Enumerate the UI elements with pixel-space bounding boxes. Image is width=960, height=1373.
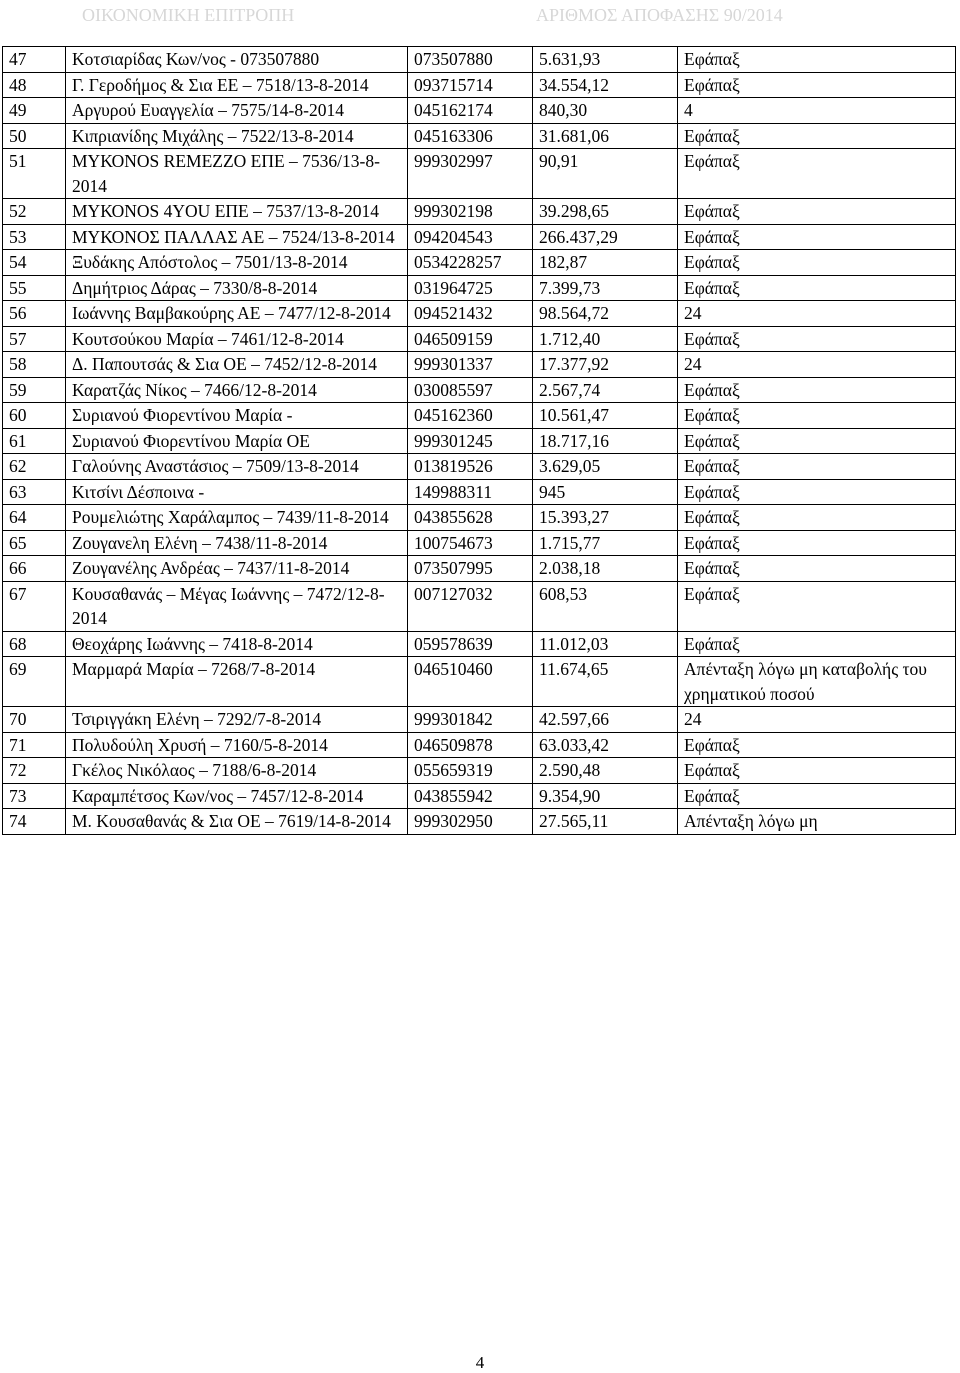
table-row: [3, 199, 956, 225]
tax-id-cell: 045162174: [408, 98, 533, 124]
debtor-name-cell: ΜΥΚΟΝΟΣ ΠΑΛΛΑΣ ΑΕ – 7524/13-8-2014: [66, 224, 408, 250]
debtor-name-cell: Τσιριγγάκη Ελένη – 7292/7-8-2014: [66, 707, 408, 733]
debtor-name-cell: Δ. Παπουτσάς & Σια ΟΕ – 7452/12-8-2014: [66, 352, 408, 378]
installments-cell: Απένταξη λόγω μη: [678, 809, 956, 835]
amount-cell: 11.674,65: [533, 657, 678, 707]
installments-cell: Εφάπαξ: [678, 581, 956, 631]
row-number-cell: 65: [3, 530, 66, 556]
installments-cell: Εφάπαξ: [678, 783, 956, 809]
amount-cell: 63.033,42: [533, 732, 678, 758]
row-number-cell: 67: [3, 581, 66, 631]
debtor-name-cell: Ρουμελιώτης Χαράλαμπος – 7439/11-8-2014: [66, 505, 408, 531]
row-number-cell: 72: [3, 758, 66, 784]
debtor-name-cell: Κιπριανίδης Μιχάλης – 7522/13-8-2014: [66, 123, 408, 149]
debtor-name-cell: Γαλούνης Αναστάσιος – 7509/13-8-2014: [66, 454, 408, 480]
row-number-cell: 48: [3, 72, 66, 98]
debtor-name-cell: Καρατζάς Νίκος – 7466/12-8-2014: [66, 377, 408, 403]
debtor-name-cell: Κοτσιαρίδας Κων/νος - 073507880: [66, 47, 408, 73]
row-number-cell: 58: [3, 352, 66, 378]
table-row: [3, 479, 956, 505]
row-number-cell: 55: [3, 275, 66, 301]
installments-cell: 4: [678, 98, 956, 124]
installments-cell: Εφάπαξ: [678, 224, 956, 250]
tax-id-cell: 031964725: [408, 275, 533, 301]
table-row: [3, 123, 956, 149]
table-row: [3, 301, 956, 327]
installments-cell: Εφάπαξ: [678, 47, 956, 73]
debtor-name-cell: ΜΥΚΟΝΟS REMEZZO ΕΠΕ – 7536/13-8-2014: [66, 149, 408, 199]
installments-cell: Εφάπαξ: [678, 149, 956, 199]
debtor-name-cell: Δημήτριος Δάρας – 7330/8-8-2014: [66, 275, 408, 301]
installments-cell: Εφάπαξ: [678, 732, 956, 758]
installments-cell: Απένταξη λόγω μη καταβολής του χρηματικού ποσού: [678, 657, 956, 707]
tax-id-cell: 999301337: [408, 352, 533, 378]
table-row: [3, 47, 956, 73]
committee-title: ΟΙΚΟΝΟΜΙΚΗ ΕΠΙΤΡΟΠΗ: [82, 5, 295, 25]
debtor-name-cell: Αργυρού Ευαγγελία – 7575/14-8-2014: [66, 98, 408, 124]
installments-cell: 24: [678, 707, 956, 733]
debtor-name-cell: Καραμπέτσος Κων/νος – 7457/12-8-2014: [66, 783, 408, 809]
table-row: [3, 377, 956, 403]
installments-cell: Εφάπαξ: [678, 530, 956, 556]
amount-cell: 18.717,16: [533, 428, 678, 454]
debt-settlement-table: [2, 46, 956, 835]
table-row: [3, 631, 956, 657]
amount-cell: 42.597,66: [533, 707, 678, 733]
decision-number: ΑΡΙΘΜΟΣ ΑΠΟΦΑΣΗΣ 90/2014: [536, 5, 783, 25]
table-row: [3, 809, 956, 835]
installments-cell: Εφάπαξ: [678, 326, 956, 352]
installments-cell: Εφάπαξ: [678, 428, 956, 454]
amount-cell: 90,91: [533, 149, 678, 199]
table-row: [3, 732, 956, 758]
amount-cell: 2.038,18: [533, 556, 678, 582]
table-body: [3, 47, 956, 835]
amount-cell: 5.631,93: [533, 47, 678, 73]
amount-cell: 266.437,29: [533, 224, 678, 250]
debtor-name-cell: Γ. Γεροδήμος & Σια ΕΕ – 7518/13-8-2014: [66, 72, 408, 98]
debtor-name-cell: Μαρμαρά Μαρία – 7268/7-8-2014: [66, 657, 408, 707]
tax-id-cell: 999302198: [408, 199, 533, 225]
debtor-name-cell: Πολυδούλη Χρυσή – 7160/5-8-2014: [66, 732, 408, 758]
debtor-name-cell: Κιτσίνι Δέσποινα -: [66, 479, 408, 505]
debtor-name-cell: Ζουγανέλης Ανδρέας – 7437/11-8-2014: [66, 556, 408, 582]
row-number-cell: 73: [3, 783, 66, 809]
row-number-cell: 64: [3, 505, 66, 531]
row-number-cell: 56: [3, 301, 66, 327]
row-number-cell: 63: [3, 479, 66, 505]
installments-cell: Εφάπαξ: [678, 199, 956, 225]
table-row: [3, 428, 956, 454]
amount-cell: 1.712,40: [533, 326, 678, 352]
table-row: [3, 224, 956, 250]
installments-cell: 24: [678, 352, 956, 378]
row-number-cell: 52: [3, 199, 66, 225]
debtor-name-cell: Θεοχάρης Ιωάννης – 7418-8-2014: [66, 631, 408, 657]
debtor-name-cell: Γκέλος Νικόλαος – 7188/6-8-2014: [66, 758, 408, 784]
row-number-cell: 51: [3, 149, 66, 199]
debtor-name-cell: Συριανού Φιορεντίνου Μαρία ΟΕ: [66, 428, 408, 454]
tax-id-cell: 030085597: [408, 377, 533, 403]
amount-cell: 2.590,48: [533, 758, 678, 784]
table-row: [3, 352, 956, 378]
table-row: [3, 707, 956, 733]
installments-cell: Εφάπαξ: [678, 556, 956, 582]
table-row: [3, 98, 956, 124]
row-number-cell: 54: [3, 250, 66, 276]
amount-cell: 31.681,06: [533, 123, 678, 149]
amount-cell: 98.564,72: [533, 301, 678, 327]
table-row: [3, 556, 956, 582]
installments-cell: Εφάπαξ: [678, 72, 956, 98]
installments-cell: Εφάπαξ: [678, 479, 956, 505]
amount-cell: 2.567,74: [533, 377, 678, 403]
row-number-cell: 49: [3, 98, 66, 124]
tax-id-cell: 046510460: [408, 657, 533, 707]
tax-id-cell: 055659319: [408, 758, 533, 784]
installments-cell: Εφάπαξ: [678, 758, 956, 784]
row-number-cell: 59: [3, 377, 66, 403]
tax-id-cell: 007127032: [408, 581, 533, 631]
table-row: [3, 275, 956, 301]
table-row: [3, 758, 956, 784]
tax-id-cell: 043855628: [408, 505, 533, 531]
table-row: [3, 657, 956, 707]
amount-cell: 1.715,77: [533, 530, 678, 556]
tax-id-cell: 093715714: [408, 72, 533, 98]
row-number-cell: 74: [3, 809, 66, 835]
tax-id-cell: 043855942: [408, 783, 533, 809]
debtor-name-cell: ΜΥΚΟΝΟS 4YOU ΕΠΕ – 7537/13-8-2014: [66, 199, 408, 225]
page-number: 4: [475, 1353, 485, 1372]
tax-id-cell: 046509878: [408, 732, 533, 758]
tax-id-cell: 999302950: [408, 809, 533, 835]
tax-id-cell: 100754673: [408, 530, 533, 556]
row-number-cell: 61: [3, 428, 66, 454]
row-number-cell: 57: [3, 326, 66, 352]
tax-id-cell: 999301842: [408, 707, 533, 733]
row-number-cell: 69: [3, 657, 66, 707]
debtor-name-cell: Ζουγανελη Ελένη – 7438/11-8-2014: [66, 530, 408, 556]
installments-cell: 24: [678, 301, 956, 327]
table-row: [3, 505, 956, 531]
amount-cell: 27.565,11: [533, 809, 678, 835]
tax-id-cell: 046509159: [408, 326, 533, 352]
installments-cell: Εφάπαξ: [678, 631, 956, 657]
table-row: [3, 783, 956, 809]
amount-cell: 7.399,73: [533, 275, 678, 301]
row-number-cell: 50: [3, 123, 66, 149]
row-number-cell: 70: [3, 707, 66, 733]
installments-cell: Εφάπαξ: [678, 123, 956, 149]
installments-cell: Εφάπαξ: [678, 454, 956, 480]
tax-id-cell: 999301245: [408, 428, 533, 454]
amount-cell: 17.377,92: [533, 352, 678, 378]
tax-id-cell: 149988311: [408, 479, 533, 505]
table-row: [3, 454, 956, 480]
table-row: [3, 403, 956, 429]
amount-cell: 182,87: [533, 250, 678, 276]
debtor-name-cell: Κουσαθανάς – Μέγας Ιωάννης – 7472/12-8-2014: [66, 581, 408, 631]
installments-cell: Εφάπαξ: [678, 377, 956, 403]
amount-cell: 11.012,03: [533, 631, 678, 657]
amount-cell: 10.561,47: [533, 403, 678, 429]
amount-cell: 34.554,12: [533, 72, 678, 98]
row-number-cell: 68: [3, 631, 66, 657]
tax-id-cell: 073507995: [408, 556, 533, 582]
installments-cell: Εφάπαξ: [678, 505, 956, 531]
amount-cell: 3.629,05: [533, 454, 678, 480]
debtor-name-cell: Συριανού Φιορεντίνου Μαρία -: [66, 403, 408, 429]
tax-id-cell: 045162360: [408, 403, 533, 429]
table-row: [3, 72, 956, 98]
table-row: [3, 530, 956, 556]
amount-cell: 608,53: [533, 581, 678, 631]
debtor-name-cell: Ιωάννης Βαμβακούρης ΑΕ – 7477/12-8-2014: [66, 301, 408, 327]
amount-cell: 945: [533, 479, 678, 505]
tax-id-cell: 999302997: [408, 149, 533, 199]
amount-cell: 9.354,90: [533, 783, 678, 809]
debtor-name-cell: Ξυδάκης Απόστολος – 7501/13-8-2014: [66, 250, 408, 276]
table-row: [3, 149, 956, 199]
table-row: [3, 581, 956, 631]
debtor-name-cell: Κουτσούκου Μαρία – 7461/12-8-2014: [66, 326, 408, 352]
amount-cell: 39.298,65: [533, 199, 678, 225]
table-row: [3, 250, 956, 276]
installments-cell: Εφάπαξ: [678, 250, 956, 276]
amount-cell: 15.393,27: [533, 505, 678, 531]
installments-cell: Εφάπαξ: [678, 275, 956, 301]
installments-cell: Εφάπαξ: [678, 403, 956, 429]
tax-id-cell: 0534228257: [408, 250, 533, 276]
row-number-cell: 62: [3, 454, 66, 480]
tax-id-cell: 094521432: [408, 301, 533, 327]
row-number-cell: 47: [3, 47, 66, 73]
tax-id-cell: 073507880: [408, 47, 533, 73]
tax-id-cell: 059578639: [408, 631, 533, 657]
tax-id-cell: 094204543: [408, 224, 533, 250]
row-number-cell: 66: [3, 556, 66, 582]
row-number-cell: 60: [3, 403, 66, 429]
tax-id-cell: 013819526: [408, 454, 533, 480]
row-number-cell: 71: [3, 732, 66, 758]
row-number-cell: 53: [3, 224, 66, 250]
page-header: [0, 0, 960, 36]
table-row: [3, 326, 956, 352]
amount-cell: 840,30: [533, 98, 678, 124]
tax-id-cell: 045163306: [408, 123, 533, 149]
debtor-name-cell: Μ. Κουσαθανάς & Σια ΟΕ – 7619/14-8-2014: [66, 809, 408, 835]
